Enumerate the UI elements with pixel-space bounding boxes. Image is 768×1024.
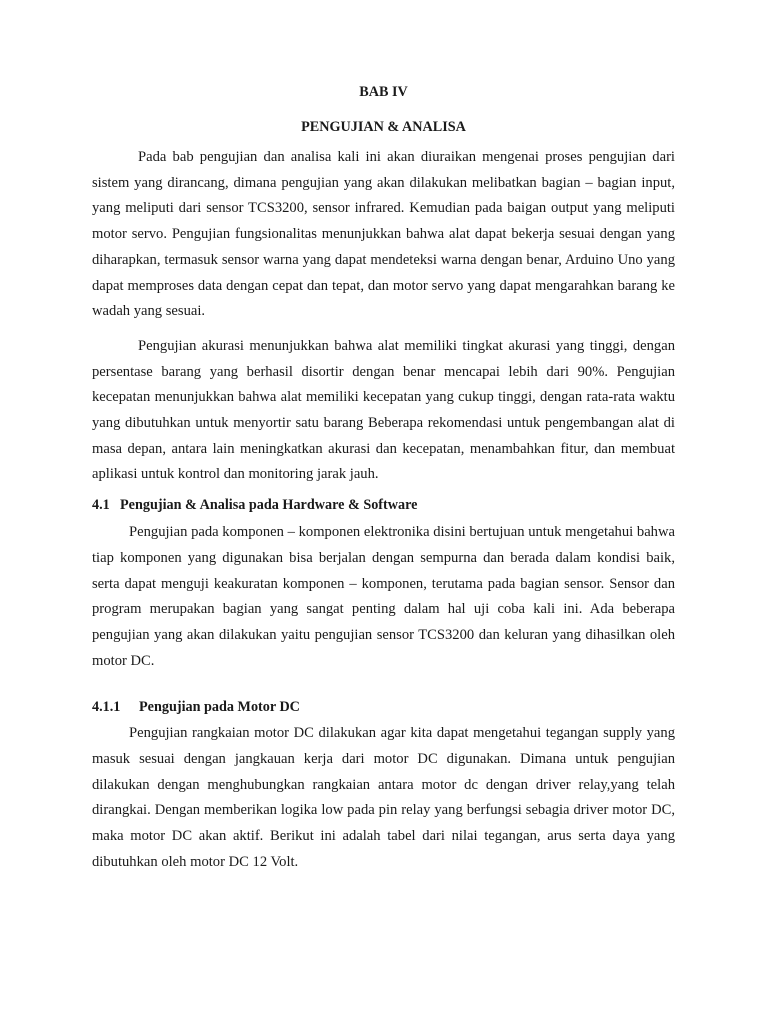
subsection-heading-4-1-1: [92, 696, 675, 718]
chapter-subtitle: PENGUJIAN & ANALISA: [301, 119, 466, 135]
section-heading-4-1: [92, 494, 675, 516]
intro-paragraph-2: Pengujian akurasi menunjukkan bahwa alat memiliki tingkat akurasi yang tinggi, dengan persentase barang yang berhasil disortir dengan benar mencapai lebih dari 90%. Pengujian kecepatan menunjukkan bahwa alat memiliki kecepatan yang cukup tinggi, dengan rata-rata waktu yang dibutuhkan untuk menyortir satu barang Beberapa rekomendasi untuk pengembangan alat di masa depan, antara lain meningkatkan akurasi dan kecepatan, menambahkan fitur, dan membuat aplikasi untuk kontrol dan monitoring jarak jauh.: [92, 337, 675, 483]
section-number: 4.1: [92, 497, 110, 514]
document-page: [92, 84, 675, 876]
intro-paragraph-1: Pada bab pengujian dan analisa kali ini akan diuraikan mengenai proses pengujian dari sistem yang dirancang, dimana pengujian yang akan dilakukan melibatkan bagian – bagian input, yang meliputi dari sensor TCS3200, sensor infrared. Kemudian pada baigan output yang meliputi motor servo. Pengujian fungsionalitas menunjukkan bahwa alat dapat bekerja sesuai dengan yang diharapkan, termasuk sensor warna yang dapat mendeteksi warna dengan benar, Arduino Uno yang dapat memproses data dengan cepat dan tepat, dan motor servo yang dapat mengarahkan barang ke wadah yang sesuai.: [92, 149, 675, 320]
section-4-1-1-paragraph: Pengujian rangkaian motor DC dilakukan agar kita dapat mengetahui tegangan supply yang masuk sesuai dengan jangkauan kerja dari motor DC digunakan. Dimana untuk pengujian dilakukan dengan menghubungkan rangkaian antara motor dc dengan driver relay,yang telah dirangkai. Dengan memberikan logika low pada pin relay yang berfungsi sebagia driver motor DC, maka motor DC akan aktif. Berikut ini adalah tabel dari nilai tegangan, arus serta daya yang dibutuhkan oleh motor DC 12 Volt.: [92, 725, 675, 870]
section-4-1-paragraph: Pengujian pada komponen – komponen elektronika disini bertujuan untuk mengetahui bahwa tiap komponen yang digunakan bisa berjalan dengan sempurna dan berada dalam kondisi baik, serta dapat menguji keakuratan komponen – komponen, terutama pada bagian sensor. Sensor dan program merupakan bagian yang sangat penting dalam hal uji coba kali ini. Ada beberapa pengujian yang akan dilakukan yaitu pengujian sensor TCS3200 dan keluran yang dihasilkan oleh motor DC.: [92, 524, 675, 669]
chapter-title: BAB IV: [359, 84, 408, 100]
subsection-number: 4.1.1: [92, 699, 121, 716]
subsection-title: Pengujian pada Motor DC: [139, 699, 300, 716]
section-title: Pengujian & Analisa pada Hardware & Software: [120, 497, 418, 514]
